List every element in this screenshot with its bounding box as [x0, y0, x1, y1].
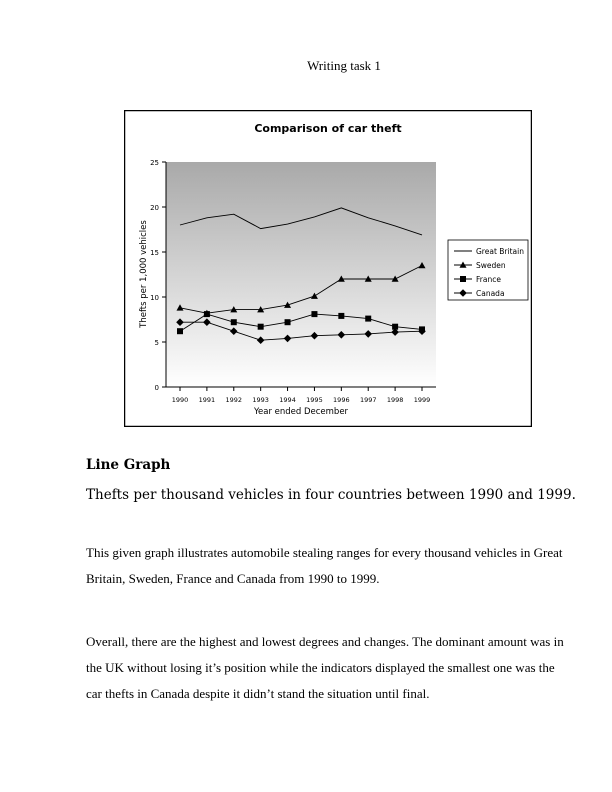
intro-paragraph: This given graph illustrates automobile stealing ranges for every thousand vehicles in Great Britain, Sweden, France and Canada from 1990 to 1999.	[86, 545, 563, 586]
y-tick-label: 10	[150, 294, 159, 302]
x-tick-label: 1995	[306, 396, 323, 404]
data-point-france	[258, 324, 264, 330]
plot-area	[166, 162, 436, 387]
data-point-france	[285, 319, 291, 325]
data-point-france	[311, 311, 317, 317]
legend-marker-france	[460, 276, 466, 282]
data-point-france	[204, 311, 210, 317]
x-tick-label: 1996	[333, 396, 350, 404]
x-tick-label: 1990	[171, 396, 189, 404]
legend-label-sweden: Sweden	[476, 261, 506, 270]
y-tick-label: 0	[154, 384, 159, 392]
section-heading: Line Graph	[86, 457, 171, 473]
x-tick-label: 1991	[198, 396, 216, 404]
car-theft-chart	[124, 110, 532, 427]
overview-paragraph: Overall, there are the highest and lowest degrees and changes. The dominant amount was in the UK without losing it’s position while the indicators displayed the smallest one was the car thefts in Canada despite it didn’t stand the situation until final.	[86, 634, 564, 701]
x-tick-label: 1992	[225, 396, 243, 404]
y-tick-label: 15	[150, 249, 159, 257]
y-axis-title: Thefts per 1,000 vehicles	[139, 220, 149, 328]
chart-title: Comparison of car theft	[254, 122, 402, 135]
x-tick-label: 1999	[413, 396, 431, 404]
x-tick-label: 1998	[386, 396, 404, 404]
legend-label-france: France	[476, 275, 501, 284]
data-point-france	[231, 319, 237, 325]
x-tick-label: 1994	[279, 396, 296, 404]
y-tick-label: 25	[150, 159, 159, 167]
legend-label-great-britain: Great Britain	[476, 247, 524, 256]
x-tick-label: 1993	[252, 396, 269, 404]
page-header: Writing task 1	[307, 58, 381, 73]
y-tick-label: 20	[150, 204, 159, 212]
data-point-france	[338, 313, 344, 319]
legend-label-canada: Canada	[476, 289, 505, 298]
data-point-france	[365, 316, 371, 322]
data-point-france	[177, 328, 183, 334]
y-tick-label: 5	[154, 339, 159, 347]
x-tick-label: 1997	[359, 396, 377, 404]
graph-subtitle: Thefts per thousand vehicles in four countries between 1990 and 1999.	[86, 487, 576, 503]
x-axis-title: Year ended December	[253, 407, 349, 417]
